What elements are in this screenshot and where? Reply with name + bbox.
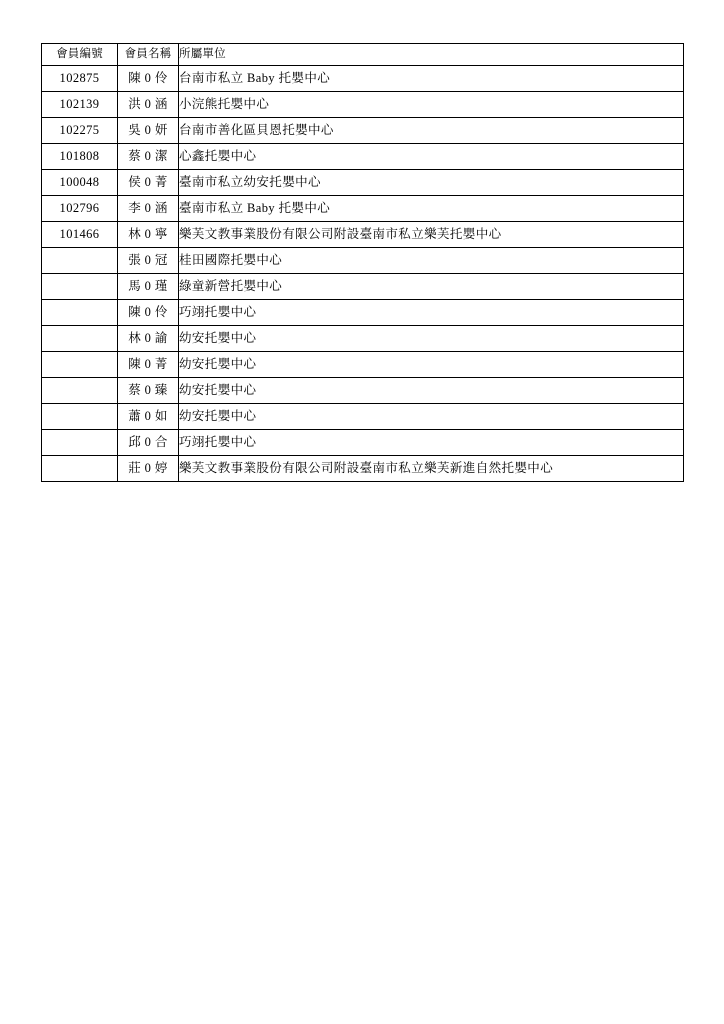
table-row [42,66,684,92]
table-row [42,430,684,456]
cell-unit: 樂芙文教事業股份有限公司附設臺南市私立樂芙托嬰中心 [179,222,684,248]
cell-unit: 台南市善化區貝恩托嬰中心 [179,118,684,144]
cell-unit: 臺南市私立 Baby 托嬰中心 [179,196,684,222]
cell-unit: 幼安托嬰中心 [179,404,684,430]
table-header [42,44,684,66]
cell-unit: 小浣熊托嬰中心 [179,92,684,118]
table-row [42,92,684,118]
cell-member-name: 陳 0 伶 [118,300,179,326]
cell-member-id [42,274,118,300]
cell-member-id [42,300,118,326]
table-row [42,248,684,274]
table-row [42,170,684,196]
cell-member-name: 蕭 0 如 [118,404,179,430]
table-row [42,352,684,378]
cell-member-name: 蔡 0 潔 [118,144,179,170]
cell-unit: 幼安托嬰中心 [179,326,684,352]
cell-member-name: 邱 0 合 [118,430,179,456]
cell-member-id [42,404,118,430]
cell-unit: 幼安托嬰中心 [179,378,684,404]
cell-member-id: 102796 [42,196,118,222]
table-row [42,274,684,300]
table-row [42,378,684,404]
table-body [42,66,684,482]
cell-member-id: 100048 [42,170,118,196]
cell-member-name: 侯 0 菁 [118,170,179,196]
cell-member-name: 陳 0 菁 [118,352,179,378]
member-table [41,43,684,482]
table-row [42,404,684,430]
cell-unit: 幼安托嬰中心 [179,352,684,378]
cell-member-name: 李 0 涵 [118,196,179,222]
cell-member-id [42,456,118,482]
cell-member-name: 莊 0 婷 [118,456,179,482]
table-row [42,300,684,326]
cell-member-id [42,326,118,352]
cell-member-name: 陳 0 伶 [118,66,179,92]
member-table-container [41,43,683,482]
cell-member-name: 林 0 寧 [118,222,179,248]
cell-unit: 巧翊托嬰中心 [179,300,684,326]
table-row [42,222,684,248]
cell-member-name: 馬 0 瑾 [118,274,179,300]
cell-unit: 桂田國際托嬰中心 [179,248,684,274]
cell-member-name: 洪 0 涵 [118,92,179,118]
column-header-member-id: 會員編號 [42,44,118,66]
cell-member-id [42,352,118,378]
cell-unit: 臺南市私立幼安托嬰中心 [179,170,684,196]
cell-unit: 巧翊托嬰中心 [179,430,684,456]
table-row [42,118,684,144]
table-row [42,456,684,482]
cell-member-id: 101466 [42,222,118,248]
cell-member-id [42,378,118,404]
cell-member-name: 張 0 冠 [118,248,179,274]
cell-member-id: 102875 [42,66,118,92]
cell-member-name: 蔡 0 臻 [118,378,179,404]
table-row [42,326,684,352]
cell-member-id: 102139 [42,92,118,118]
cell-member-id: 101808 [42,144,118,170]
column-header-unit: 所屬單位 [179,44,684,66]
table-row [42,196,684,222]
cell-member-name: 吳 0 妍 [118,118,179,144]
cell-unit: 心鑫托嬰中心 [179,144,684,170]
table-row [42,144,684,170]
cell-member-id [42,430,118,456]
cell-unit: 綠童新營托嬰中心 [179,274,684,300]
table-header-row [42,44,684,66]
cell-member-id [42,248,118,274]
column-header-member-name: 會員名稱 [118,44,179,66]
cell-unit: 樂芙文教事業股份有限公司附設臺南市私立樂芙新進自然托嬰中心 [179,456,684,482]
cell-member-name: 林 0 諭 [118,326,179,352]
cell-member-id: 102275 [42,118,118,144]
cell-unit: 台南市私立 Baby 托嬰中心 [179,66,684,92]
